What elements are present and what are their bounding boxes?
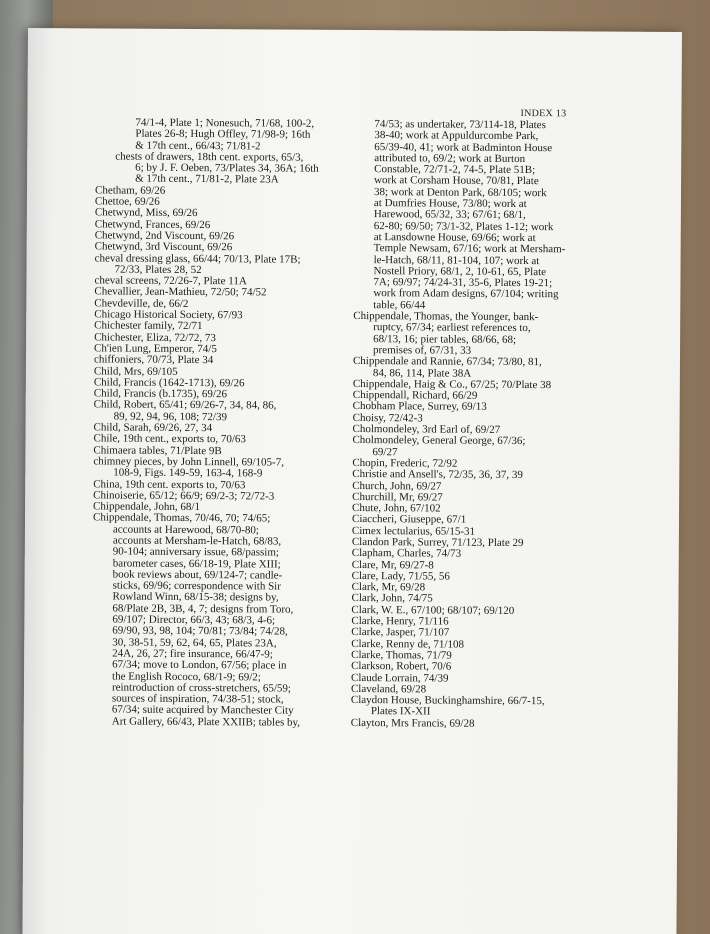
- index-entry-continuation: sticks, 69/96; correspondence with Sir: [112, 579, 281, 593]
- index-entry: Cimex lectularius, 65/15-31: [351, 524, 476, 538]
- index-entry: Chippendale, Haig & Co., 67/25; 70/Plate 38: [352, 377, 552, 392]
- book-page: [22, 28, 682, 934]
- index-entry-continuation: reintroduction of cross-stretchers, 65/59;: [111, 681, 292, 695]
- index-entry: Child, Francis (1642-1713), 69/26: [93, 376, 245, 390]
- index-entry: Chetwynd, 2nd Viscount, 69/26: [94, 229, 235, 243]
- index-entry: Cholmondeley, General George, 67/36;: [352, 434, 526, 448]
- index-entry-continuation: attributed to, 69/2; work at Burton: [374, 152, 526, 165]
- index-entry-continuation: 30, 38-51, 59, 62, 64, 65, Plates 23A,: [112, 636, 277, 650]
- index-entry-continuation: Art Gallery, 66/43, Plate XXIIB; tables by,: [111, 715, 301, 729]
- index-entry: Chimaera tables, 71/Plate 9B: [93, 444, 222, 457]
- index-entry-continuation: 69/107; Director, 66/3, 43; 68/3, 4-6;: [112, 613, 276, 627]
- index-entry: Ciaccheri, Giuseppe, 67/1: [351, 513, 467, 527]
- index-entry: Chevallier, Jean-Mathieu, 72/50; 74/52: [94, 285, 267, 299]
- index-entry: Chippendale and Rannie, 67/34; 73/80, 81,: [352, 355, 542, 369]
- index-entry: Clarke, Henry, 71/116: [351, 615, 449, 628]
- index-entry-continuation: 67/34; suite acquired by Manchester City: [111, 703, 294, 718]
- index-entry-continuation: & 17th cent., 66/43; 71/81-2: [135, 139, 261, 153]
- index-entry-continuation: 69/27: [372, 445, 398, 458]
- index-entry: Clare, Mr, 69/27-8: [351, 558, 434, 572]
- index-entry-continuation: sources of inspiration, 74/38-51; stock,: [111, 692, 284, 706]
- index-entry: Child, Sarah, 69/26, 27, 34: [93, 421, 213, 435]
- index-entry-continuation: 90-104; anniversary issue, 68/passim;: [112, 545, 280, 559]
- index-entry: Chippendale, John, 68/1: [93, 500, 201, 514]
- index-entry-continuation: ruptcy, 67/34; earliest references to,: [373, 321, 531, 335]
- index-entry-continuation: 68/13, 16; pier tables, 68/66, 68;: [373, 332, 517, 346]
- index-entry: Churchill, Mr, 69/27: [352, 490, 443, 504]
- index-entry-continuation: premises of, 67/31, 33: [373, 344, 472, 357]
- index-entry: Child, Francis (b.1735), 69/26: [93, 387, 228, 401]
- index-entry: Claydon House, Buckinghamshire, 66/7-15,: [350, 694, 545, 708]
- index-entry-continuation: Nostell Priory, 68/1, 2, 10-61, 65, Plate: [373, 264, 547, 279]
- index-entry: Clapham, Charles, 74/73: [351, 547, 462, 560]
- index-column-right: [351, 119, 610, 731]
- index-entry: Chippendale, Thomas, 70/46, 70; 74/65;: [92, 511, 271, 525]
- index-entry-continuation: Harewood, 65/32, 33; 67/61; 68/1,: [373, 208, 526, 222]
- index-entry-continuation: 38-40; work at Appuldurcombe Park,: [374, 129, 539, 143]
- index-entry: chiffoniers, 70/73, Plate 34: [93, 353, 214, 367]
- index-entry-continuation: 7A; 69/97; 74/24-31, 35-6, Plates 19-21;: [373, 276, 553, 290]
- index-entry: Chettoe, 69/26: [94, 195, 160, 208]
- index-entry: Chetham, 69/26: [94, 184, 166, 197]
- index-entry: cheval dressing glass, 66/44; 70/13, Plate 17B;: [94, 251, 301, 266]
- index-entry-continuation: 65/39-40, 41; work at Badminton House: [374, 140, 553, 154]
- index-entry: Clark, John, 74/75: [351, 592, 433, 605]
- index-entry-continuation: 89, 92, 94, 96, 108; 72/39: [113, 410, 228, 423]
- index-entry-continuation: chests of drawers, 18th cent. exports, 65/3,: [115, 150, 304, 164]
- index-entry-continuation: book reviews about, 69/124-7; candle-: [112, 568, 283, 582]
- index-entry: Chichester, Eliza, 72/72, 73: [94, 331, 216, 344]
- index-entry-continuation: Rowland Winn, 68/15-38; designs by,: [112, 590, 279, 605]
- page-header: INDEX 13: [520, 108, 567, 120]
- index-entry-continuation: 108-9, Figs. 149-59, 163-4, 168-9: [113, 466, 263, 480]
- index-entry: Chobham Place, Surrey, 69/13: [352, 400, 487, 414]
- index-entry-continuation: the English Rococo, 68/1-9; 69/2;: [112, 670, 261, 683]
- index-entry-continuation: 68/Plate 2B, 3B, 4, 7; designs from Toro,: [112, 602, 294, 616]
- index-entry: Choisy, 72/42-3: [352, 411, 423, 425]
- index-entry: Clarke, Renny de, 71/108: [351, 637, 465, 651]
- index-entry-continuation: work at Corsham House, 70/81, Plate: [374, 174, 539, 188]
- index-entry-continuation: 24A, 26, 27; fire insurance, 66/47-9;: [112, 647, 273, 661]
- index-entry-continuation: Constable, 72/71-2, 74-5, Plate 51B;: [374, 163, 536, 177]
- index-entry-continuation: 74/53; as undertaker, 73/114-18, Plates: [374, 118, 546, 132]
- index-entry: Clarke, Thomas, 71/79: [351, 648, 452, 662]
- index-entry-continuation: at Dumfries House, 73/80; work at: [373, 197, 527, 211]
- index-entry: Chichester family, 72/71: [94, 319, 203, 333]
- index-entry: Claude Lorrain, 74/39: [351, 671, 449, 685]
- index-entry: Clandon Park, Surrey, 71/123, Plate 29: [351, 535, 524, 550]
- index-entry: Child, Robert, 65/41; 69/26-7, 34, 84, 86,: [93, 398, 277, 412]
- index-entry: Ch'ien Lung, Emperor, 74/5: [94, 342, 217, 356]
- index-entry-continuation: accounts at Harewood, 68/70-80;: [112, 523, 259, 537]
- index-entry-continuation: 38; work at Denton Park, 68/105; work: [373, 185, 547, 199]
- index-entry: Chicago Historical Society, 67/93: [94, 308, 243, 322]
- index-entry: Claveland, 69/28: [350, 682, 427, 696]
- index-entry: Clark, Mr, 69/28: [351, 581, 426, 594]
- index-entry: Chute, John, 67/102: [352, 502, 441, 515]
- index-entry: Christie and Ansell's, 72/35, 36, 37, 39: [352, 468, 523, 482]
- index-entry: Chevdeville, de, 66/2: [94, 297, 189, 310]
- index-entry: Chinoiserie, 65/12; 66/9; 69/2-3; 72/72-3: [93, 489, 275, 503]
- index-entry: Clarke, Jasper, 71/107: [351, 626, 450, 639]
- index-entry-continuation: 62-80; 69/50; 73/1-32, Plates 1-12; work: [373, 219, 554, 233]
- index-entry-continuation: work from Adam designs, 67/104; writing: [373, 287, 559, 301]
- index-entry: Chile, 19th cent., exports to, 70/63: [93, 432, 246, 446]
- index-entry: Child, Mrs, 69/105: [93, 364, 178, 378]
- index-entry-continuation: barometer cases, 66/18-19, Plate XIII;: [112, 557, 281, 571]
- index-entry: Clarkson, Robert, 70/6: [351, 660, 452, 673]
- index-entry: cheval screens, 72/26-7, Plate 11A: [94, 274, 247, 288]
- index-entry: Church, John, 69/27: [352, 479, 442, 493]
- index-entry: Clark, W. E., 67/100; 68/107; 69/120: [351, 603, 515, 617]
- index-entry-continuation: 69/90, 93, 98, 104; 70/81; 73/84; 74/28,: [112, 624, 288, 638]
- index-entry: China, 19th cent. exports to, 70/63: [93, 477, 246, 491]
- index-entry: Clayton, Mrs Francis, 69/28: [350, 716, 475, 730]
- index-entry-continuation: & 17th cent., 71/81-2, Plate 23A: [135, 173, 279, 187]
- index-entry-continuation: le-Hatch, 68/11, 81-104, 107; work at: [373, 253, 540, 267]
- index-entry: Chetwynd, 3rd Viscount, 69/26: [94, 240, 233, 254]
- index-entry-continuation: 74/1-4, Plate 1; Nonesuch, 71/68, 100-2,: [135, 116, 315, 130]
- index-entry-continuation: 84, 86, 114, Plate 38A: [372, 366, 472, 380]
- index-entry: Clare, Lady, 71/55, 56: [351, 569, 450, 583]
- index-entry-continuation: 67/34; move to London, 67/56; place in: [112, 658, 287, 672]
- index-entry: Chopin, Frederic, 72/92: [352, 456, 458, 470]
- index-entry-continuation: 6; by J. F. Oeben, 73/Plates 34, 36A; 16th: [135, 161, 319, 175]
- index-entry: Chetwynd, Frances, 69/26: [94, 218, 211, 231]
- index-entry-continuation: 72/33, Plates 28, 52: [114, 263, 202, 276]
- index-entry: Chippendall, Richard, 66/29: [352, 389, 478, 402]
- index-entry: Cholmondeley, 3rd Earl of, 69/27: [352, 423, 501, 436]
- index-entry: chimney pieces, by John Linnell, 69/105-7,: [93, 455, 285, 469]
- index-entry-continuation: Temple Newsam, 67/16; work at Mersham-: [373, 242, 566, 256]
- index-column-left: [92, 117, 351, 729]
- index-entry-continuation: Plates IX-XII: [370, 705, 431, 718]
- index-entry: Chetwynd, Miss, 69/26: [94, 206, 198, 220]
- index-entry-continuation: table, 66/44: [373, 298, 426, 312]
- index-entry: Chippendale, Thomas, the Younger, bank-: [353, 310, 539, 324]
- index-entry-continuation: accounts at Mersham-le-Hatch, 68/83,: [112, 534, 282, 548]
- index-entry-continuation: at Lansdowne House, 69/66; work at: [373, 231, 536, 245]
- index-entry-continuation: Plates 26-8; Hugh Offley, 71/98-9; 16th: [135, 127, 311, 142]
